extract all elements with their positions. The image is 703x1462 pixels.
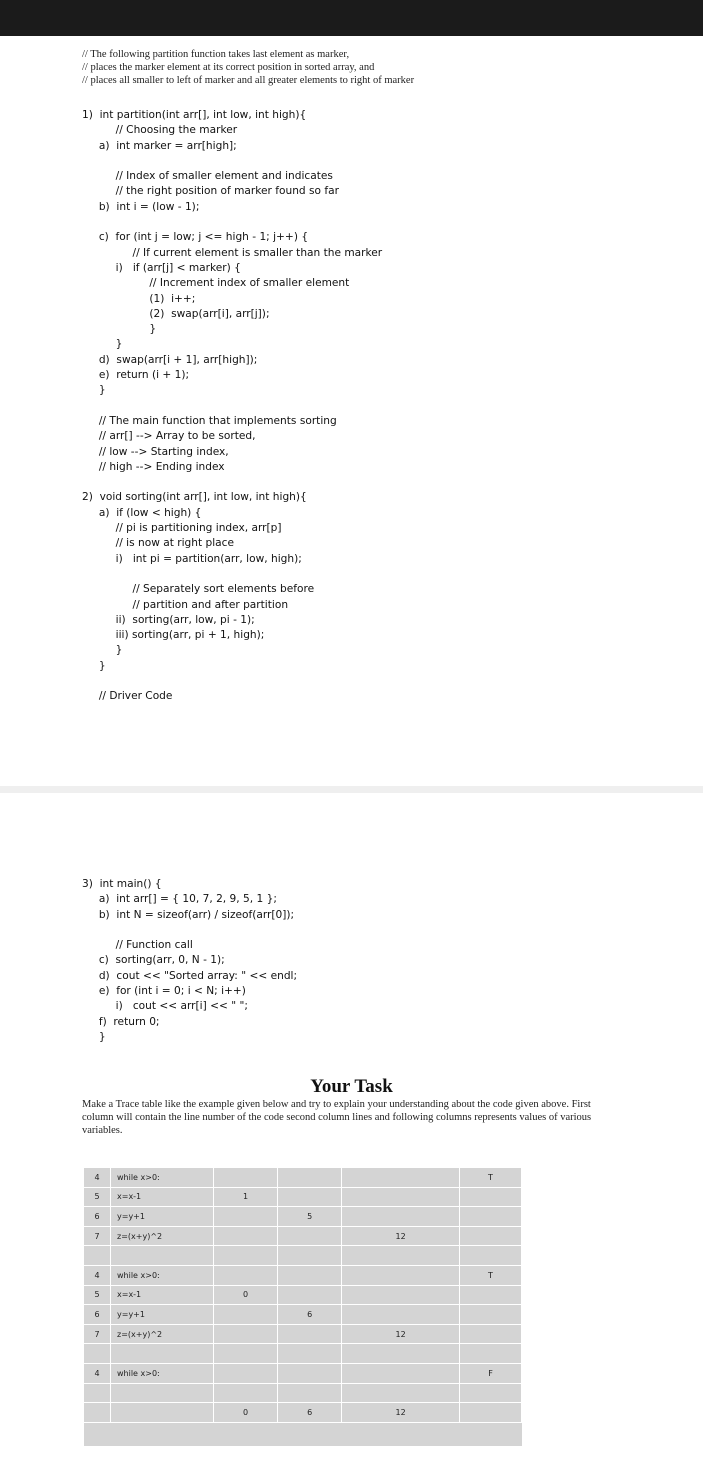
trace-cell: 4 — [84, 1363, 111, 1383]
trace-cell: 6 — [278, 1305, 342, 1325]
trace-cell: T — [459, 1265, 521, 1285]
trace-cell — [214, 1305, 278, 1325]
code-line: // the right position of marker found so far — [82, 185, 339, 198]
trace-cell: while x>0: — [111, 1363, 214, 1383]
trace-cell — [84, 1246, 111, 1266]
code-line: a) int marker = arr[high]; — [82, 139, 237, 152]
trace-cell — [342, 1285, 460, 1305]
trace-row — [84, 1305, 522, 1325]
trace-cell: 7 — [84, 1324, 111, 1344]
trace-cell: 7 — [84, 1226, 111, 1246]
trace-cell — [214, 1246, 278, 1266]
trace-cell — [278, 1324, 342, 1344]
trace-cell: 6 — [84, 1207, 111, 1227]
code-line: // Index of smaller element and indicates — [82, 170, 333, 183]
trace-row — [84, 1363, 522, 1383]
trace-cell — [459, 1285, 521, 1305]
trace-cell: z=(x+y)^2 — [111, 1324, 214, 1344]
trace-cell — [459, 1305, 521, 1325]
trace-cell: 12 — [342, 1226, 460, 1246]
trace-cell: x=x-1 — [111, 1187, 214, 1207]
trace-cell — [84, 1383, 111, 1403]
code-line: // arr[] --> Array to be sorted, — [82, 430, 256, 443]
code-line: 1) int partition(int arr[], int low, int high){ — [82, 109, 307, 121]
trace-cell — [342, 1344, 460, 1364]
trace-cell — [278, 1226, 342, 1246]
trace-cell: 0 — [214, 1285, 278, 1305]
code-line: iii) sorting(arr, pi + 1, high); — [82, 629, 265, 642]
code-line: (2) swap(arr[i], arr[j]); — [82, 307, 270, 320]
code-line: a) if (low < high) { — [82, 506, 202, 519]
trace-cell: 6 — [278, 1403, 342, 1423]
trace-cell: T — [459, 1168, 521, 1187]
trace-cell: 6 — [84, 1305, 111, 1325]
code-line — [82, 923, 297, 938]
trace-cell — [111, 1403, 214, 1423]
trace-cell — [278, 1383, 342, 1403]
code-line: d) cout << "Sorted array: " << endl; — [82, 969, 298, 982]
trace-cell — [342, 1246, 460, 1266]
code-line: // Separately sort elements before — [82, 583, 315, 596]
trace-cell — [214, 1383, 278, 1403]
trace-row — [84, 1285, 522, 1305]
code-line: f) return 0; — [82, 1015, 160, 1028]
code-line: e) for (int i = 0; i < N; i++) — [82, 985, 246, 998]
code-line: // Increment index of smaller element — [82, 277, 350, 290]
code-line: i) cout << arr[i] << " "; — [82, 1000, 248, 1013]
trace-row — [84, 1168, 522, 1187]
trace-row — [84, 1187, 522, 1207]
trace-cell: while x>0: — [111, 1168, 214, 1187]
code-line: b) int i = (low - 1); — [82, 200, 200, 213]
trace-cell — [214, 1168, 278, 1187]
trace-cell — [342, 1207, 460, 1227]
trace-cell — [214, 1207, 278, 1227]
trace-cell — [342, 1363, 460, 1383]
code-line — [82, 567, 382, 582]
trace-cell — [214, 1344, 278, 1364]
trace-row — [84, 1265, 522, 1285]
trace-cell — [111, 1246, 214, 1266]
code-line: // Choosing the marker — [82, 124, 238, 137]
trace-cell — [459, 1403, 521, 1423]
trace-cell — [278, 1265, 342, 1285]
code-line: // The main function that implements sorting — [82, 414, 337, 427]
trace-row — [84, 1246, 522, 1266]
trace-cell — [459, 1187, 521, 1207]
code-line: } — [82, 659, 106, 672]
trace-row — [84, 1207, 522, 1227]
trace-cell: 5 — [84, 1285, 111, 1305]
trace-cell — [111, 1344, 214, 1364]
trace-cell — [459, 1344, 521, 1364]
code-line: ii) sorting(arr, low, pi - 1); — [82, 613, 255, 626]
code-line: (1) i++; — [82, 292, 196, 305]
trace-cell — [342, 1383, 460, 1403]
code-line — [82, 674, 382, 689]
trace-cell — [84, 1403, 111, 1423]
code-line: // partition and after partition — [82, 598, 289, 611]
trace-cell — [214, 1265, 278, 1285]
code-line — [82, 399, 382, 414]
code-line — [82, 215, 382, 230]
code-line: } — [82, 1030, 106, 1043]
trace-cell — [214, 1363, 278, 1383]
trace-cell — [111, 1383, 214, 1403]
code-line: c) sorting(arr, 0, N - 1); — [82, 954, 225, 967]
trace-row — [84, 1344, 522, 1364]
header-comment — [82, 48, 682, 87]
trace-cell: F — [459, 1363, 521, 1383]
trace-cell — [278, 1246, 342, 1266]
code-line: 3) int main() { — [82, 878, 162, 890]
code-line — [82, 154, 382, 169]
task-title: Your Task — [310, 1076, 393, 1097]
trace-row — [84, 1403, 522, 1423]
trace-cell: y=y+1 — [111, 1207, 214, 1227]
code-line: // low --> Starting index, — [82, 445, 229, 458]
trace-cell: 12 — [342, 1324, 460, 1344]
code-line: a) int arr[] = { 10, 7, 2, 9, 5, 1 }; — [82, 893, 277, 906]
code-line: d) swap(arr[i + 1], arr[high]); — [82, 353, 258, 366]
code-line: } — [82, 644, 123, 657]
trace-cell — [214, 1226, 278, 1246]
page-separator — [0, 786, 703, 793]
trace-cell — [459, 1226, 521, 1246]
code-line — [82, 475, 382, 490]
code-block-page1 — [82, 108, 382, 705]
trace-cell — [278, 1168, 342, 1187]
code-line: i) int pi = partition(arr, low, high); — [82, 552, 302, 565]
trace-row — [84, 1226, 522, 1246]
trace-cell: while x>0: — [111, 1265, 214, 1285]
trace-cell — [459, 1246, 521, 1266]
code-line: // Function call — [82, 939, 193, 952]
trace-table — [84, 1168, 522, 1446]
header-comment-line: // places the marker element at its correct position in sorted array, and — [82, 62, 375, 73]
code-line: b) int N = sizeof(arr) / sizeof(arr[0]); — [82, 908, 295, 921]
trace-cell — [278, 1363, 342, 1383]
trace-cell — [342, 1187, 460, 1207]
code-block-page2 — [82, 877, 297, 1045]
trace-cell — [342, 1265, 460, 1285]
trace-cell — [459, 1207, 521, 1227]
trace-row — [84, 1383, 522, 1403]
trace-cell: y=y+1 — [111, 1305, 214, 1325]
trace-cell — [459, 1383, 521, 1403]
code-line: // Driver Code — [82, 690, 173, 703]
code-line: } — [82, 384, 106, 397]
trace-cell — [278, 1285, 342, 1305]
header-comment-line: // places all smaller to left of marker and all greater elements to right of marker — [82, 75, 415, 86]
trace-cell: 4 — [84, 1168, 111, 1187]
trace-cell — [278, 1187, 342, 1207]
code-line: } — [82, 323, 157, 336]
trace-cell: 12 — [342, 1403, 460, 1423]
code-line: } — [82, 338, 123, 351]
header-comment-line: // The following partition function takes last element as marker, — [82, 49, 350, 60]
code-line: // is now at right place — [82, 537, 235, 550]
code-line: // high --> Ending index — [82, 460, 225, 473]
code-line: // If current element is smaller than the marker — [82, 246, 383, 259]
trace-cell — [459, 1324, 521, 1344]
task-description: Make a Trace table like the example given below and try to explain your understanding about the code given above. First column will contain the line number of the code second column lines and following columns represents values of various variables. — [82, 1099, 592, 1136]
code-line: 2) void sorting(int arr[], int low, int high){ — [82, 491, 307, 504]
trace-cell — [278, 1344, 342, 1364]
code-line: e) return (i + 1); — [82, 369, 190, 382]
code-line: // pi is partitioning index, arr[p] — [82, 522, 282, 535]
trace-cell: 1 — [214, 1187, 278, 1207]
trace-cell — [342, 1305, 460, 1325]
top-bar — [0, 0, 703, 36]
trace-cell — [342, 1168, 460, 1187]
trace-cell: x=x-1 — [111, 1285, 214, 1305]
trace-cell: 0 — [214, 1403, 278, 1423]
trace-cell: 5 — [84, 1187, 111, 1207]
trace-cell: 5 — [278, 1207, 342, 1227]
code-line: c) for (int j = low; j <= high - 1; j++) { — [82, 231, 309, 244]
trace-cell: z=(x+y)^2 — [111, 1226, 214, 1246]
trace-cell: 4 — [84, 1265, 111, 1285]
trace-cell — [84, 1344, 111, 1364]
trace-row — [84, 1324, 522, 1344]
code-line: i) if (arr[j] < marker) { — [82, 261, 241, 274]
trace-cell — [214, 1324, 278, 1344]
